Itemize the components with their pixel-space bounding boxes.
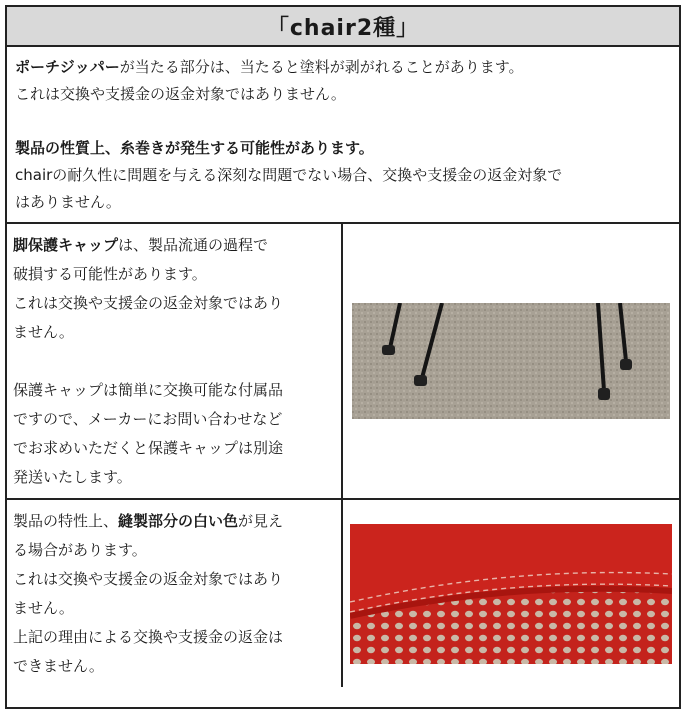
notice-line: る場合があります。 — [13, 541, 147, 559]
notice-line: ですので、メーカーにお問い合わせなど — [13, 410, 283, 428]
notice-line: ません。 — [13, 323, 74, 341]
notice-line — [13, 231, 335, 260]
notice-line: これは交換や支援金の返金対象ではあり — [13, 570, 284, 588]
notice-line: chairの耐久性に問題を与える深刻な問題でない場合、交換や支援金の返金対象で — [15, 166, 563, 184]
notice-line: これは交換や支援金の返金対象ではあり — [13, 294, 284, 312]
red-mesh-photo — [350, 524, 672, 664]
zipper-thread-notice — [7, 47, 679, 224]
notice-line — [15, 135, 671, 162]
bold-term: ポーチジッパー — [15, 58, 120, 76]
bold-term: 縫製部分の白い色 — [118, 512, 239, 530]
notice-text: は、製品流通の過程で — [118, 236, 269, 254]
stitching-photo-cell — [343, 500, 679, 687]
notice-line: できません。 — [13, 657, 104, 675]
bold-term: 脚保護キャップ — [13, 236, 119, 254]
notice-text: が見え — [238, 512, 284, 530]
stitching-text — [7, 500, 343, 687]
notice-line: 破損する可能性があります。 — [13, 265, 207, 283]
notice-line: はありません。 — [15, 193, 121, 211]
leg-cap-row — [7, 224, 679, 500]
chair-leg-photo — [352, 303, 670, 419]
notice-line: これは交換や支援金の返金対象ではありません。 — [15, 85, 346, 103]
notice-line: 保護キャップは簡単に交換可能な付属品 — [13, 381, 284, 399]
notice-line: 発送いたします。 — [13, 468, 132, 486]
notice-table — [5, 5, 681, 709]
notice-line: ません。 — [13, 599, 74, 617]
notice-text: 製品の特性上、 — [13, 512, 119, 530]
notice-line: 上記の理由による交換や支援金の返金は — [13, 628, 284, 646]
notice-line: でお求めいただくと保護キャップは別途 — [13, 439, 284, 457]
notice-line — [15, 54, 671, 81]
leg-cap-text — [7, 224, 343, 498]
page-title: 「chair2種」 — [7, 7, 679, 47]
notice-line — [13, 507, 335, 536]
notice-text: が当たる部分は、当たると塗料が剥がれることがあります。 — [119, 58, 524, 76]
leg-cap-photo-cell — [343, 224, 679, 498]
stitching-row — [7, 500, 679, 687]
bold-term: 製品の性質上、糸巻きが発生する可能性があります。 — [15, 139, 374, 157]
